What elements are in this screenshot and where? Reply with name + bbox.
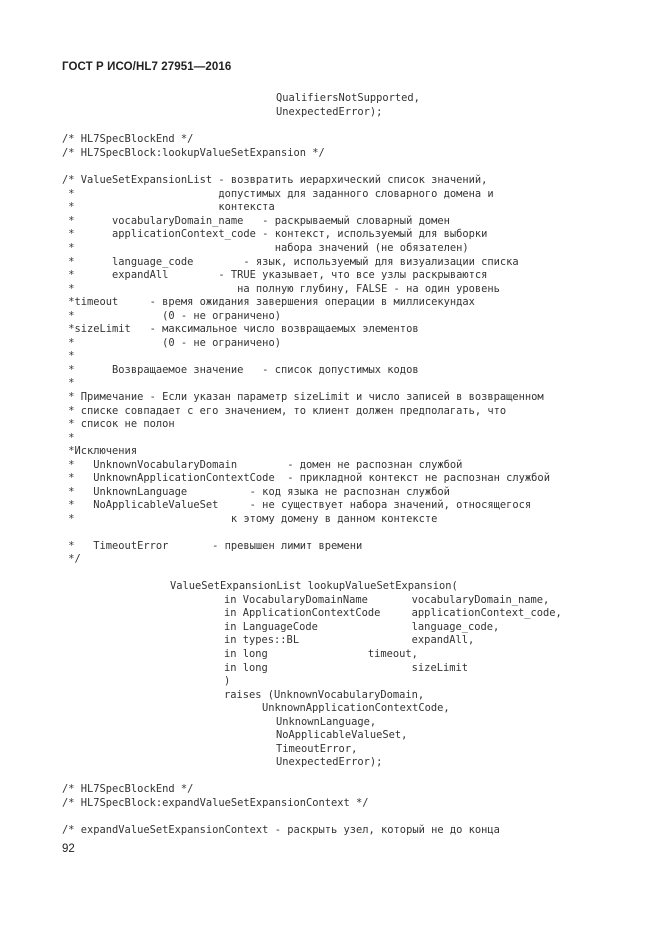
code-line: *timeout - время ожидания завершения операции в миллисекундах xyxy=(62,296,475,308)
code-line: UnknownApplicationContextCode, xyxy=(262,702,450,714)
code-line: in long timeout, xyxy=(224,648,418,660)
code-line: in long sizeLimit xyxy=(224,662,468,674)
code-line: UnexpectedError); xyxy=(276,756,383,768)
document-header: ГОСТ Р ИСО/HL7 27951—2016 xyxy=(62,61,232,73)
code-line: /* ValueSetExpansionList - возвратить иерархический список значений, xyxy=(62,174,488,186)
code-line: raises (UnknownVocabularyDomain, xyxy=(224,689,425,701)
code-line: * контекста xyxy=(62,201,275,213)
code-line: * vocabularyDomain_name - раскрываемый словарный домен xyxy=(62,215,450,227)
code-line: * UnknownLanguage - код языка не распознан службой xyxy=(62,486,450,498)
code-line: * (0 - не ограничено) xyxy=(62,337,281,349)
code-line: * Примечание - Если указан параметр sizeLimit и число записей в возвращенном xyxy=(62,391,544,403)
code-line: * applicationContext_code - контекст, используемый для выборки xyxy=(62,228,488,240)
code-line: /* HL7SpecBlockEnd */ xyxy=(62,783,194,795)
code-line: * на полную глубину, FALSE - на один уровень xyxy=(62,283,500,295)
code-line: * xyxy=(62,350,75,362)
code-line: QualifiersNotSupported, xyxy=(276,92,420,104)
code-line: * допустимых для заданного словарного домена и xyxy=(62,188,494,200)
code-line: UnknownLanguage, xyxy=(276,716,377,728)
code-line: TimeoutError, xyxy=(276,743,358,755)
code-line: * UnknownVocabularyDomain - домен не распознан службой xyxy=(62,459,463,471)
code-line: * UnknownApplicationContextCode - прикладной контекст не распознан службой xyxy=(62,472,550,484)
code-line: NoApplicableValueSet, xyxy=(276,729,408,741)
code-line: /* expandValueSetExpansionContext - раскрыть узел, который не до конца xyxy=(62,824,500,836)
code-line: * Возвращаемое значение - список допустимых кодов xyxy=(62,364,419,376)
code-line: * набора значений (не обязателен) xyxy=(62,242,469,254)
code-line: /* HL7SpecBlockEnd */ xyxy=(62,133,194,145)
code-line: * xyxy=(62,432,75,444)
code-line: UnexpectedError); xyxy=(276,106,383,118)
code-line: * NoApplicableValueSet - не существует набора значений, относящегося xyxy=(62,499,532,511)
code-line: * expandAll - TRUE указывает, что все узлы раскрываются xyxy=(62,269,488,281)
code-line: in types::BL expandAll, xyxy=(224,634,475,646)
code-line: * список не полон xyxy=(62,418,175,430)
code-line: ) xyxy=(224,675,231,687)
code-line: */ xyxy=(62,553,81,565)
code-line: * списке совпадает с его значением, то клиент должен предполагать, что xyxy=(62,405,507,417)
code-line: *sizeLimit - максимальное число возвращаемых элементов xyxy=(62,323,419,335)
code-line: * к этому домену в данном контексте xyxy=(62,513,438,525)
code-line: in ApplicationContextCode applicationContext_code, xyxy=(224,607,562,619)
code-line: * TimeoutError - превышен лимит времени xyxy=(62,540,363,552)
code-line: * (0 - не ограничено) xyxy=(62,310,281,322)
page-number: 92 xyxy=(62,843,75,855)
code-line: in VocabularyDomainName vocabularyDomain_name, xyxy=(224,594,550,606)
code-line: *Исключения xyxy=(62,445,138,457)
code-line: /* HL7SpecBlock:lookupValueSetExpansion */ xyxy=(62,147,325,159)
code-line: * language_code - язык, используемый для визуализации списка xyxy=(62,256,519,268)
code-line: * xyxy=(62,377,75,389)
code-line: ValueSetExpansionList lookupValueSetExpansion( xyxy=(170,580,458,592)
code-line: in LanguageCode language_code, xyxy=(224,621,500,633)
code-line: /* HL7SpecBlock:expandValueSetExpansionContext */ xyxy=(62,797,369,809)
